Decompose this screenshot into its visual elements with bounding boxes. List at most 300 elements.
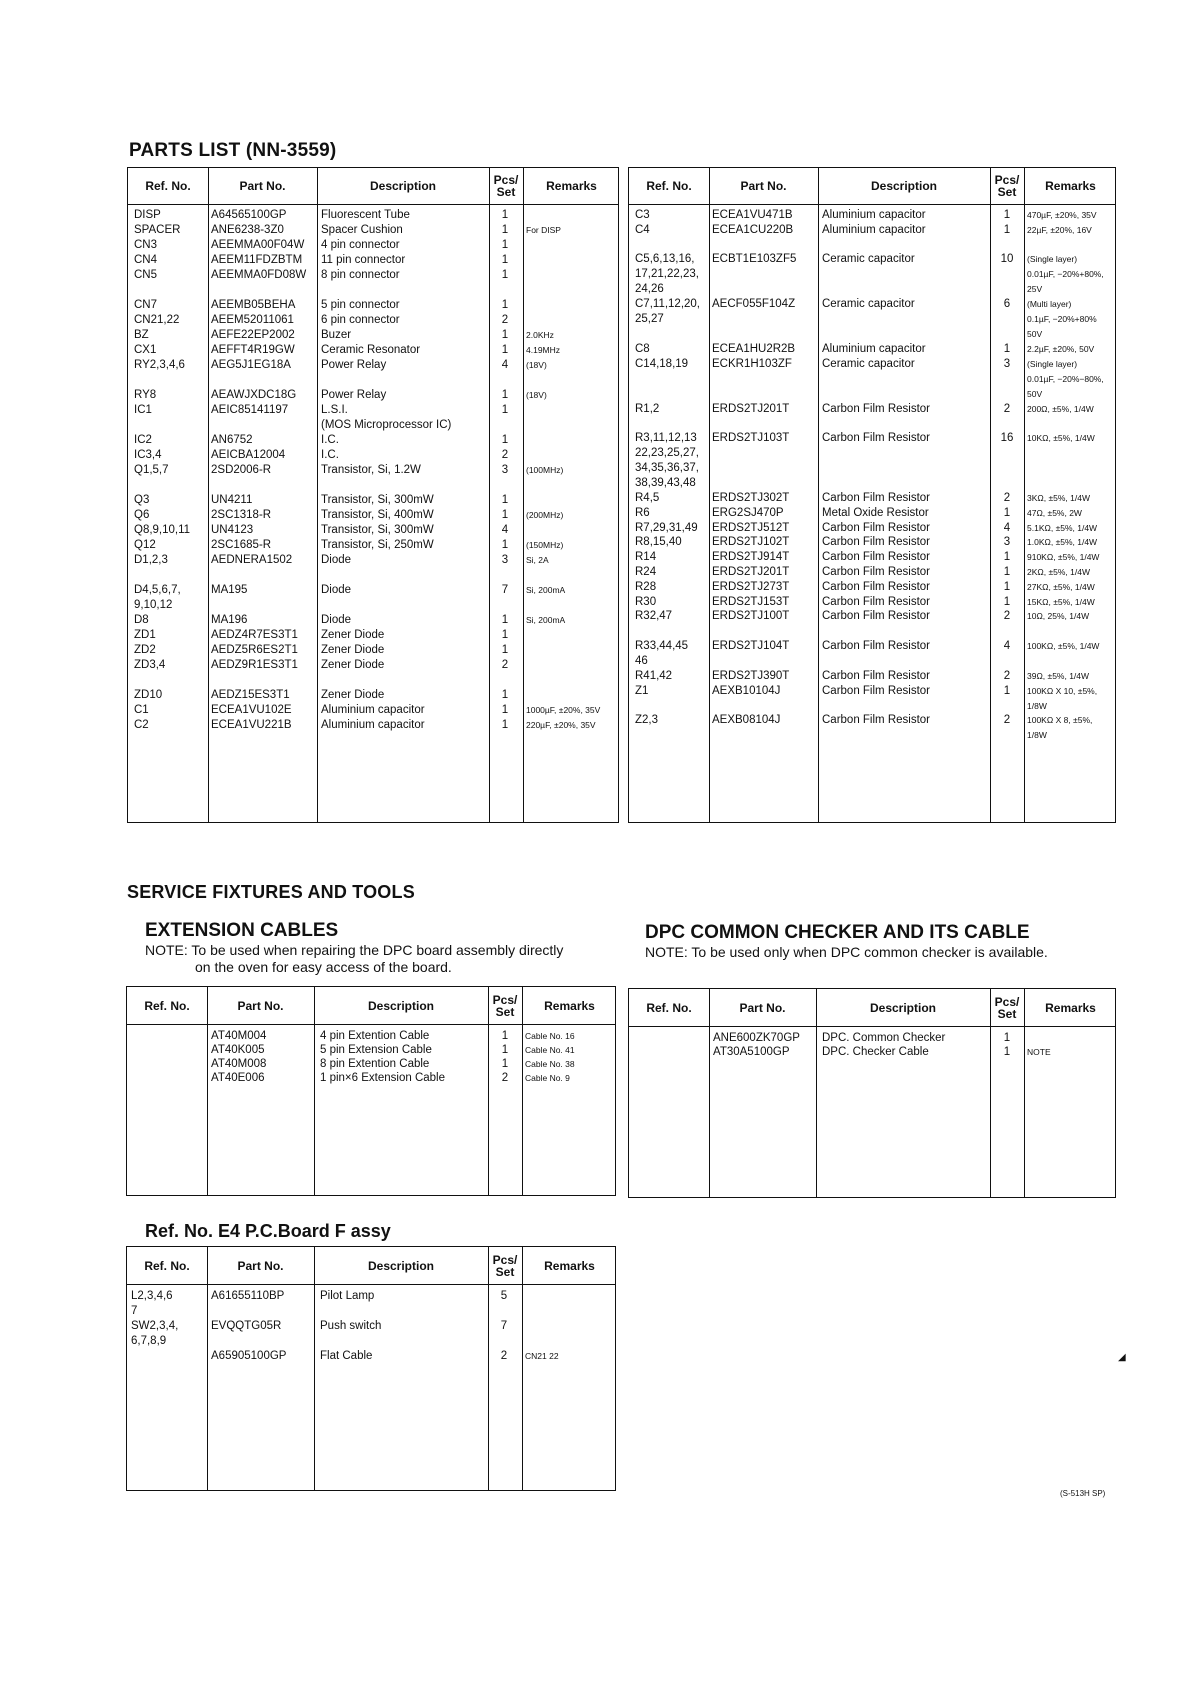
ref-cell: CX1 (134, 344, 157, 356)
part-no-cell: AEEMB05BEHA (211, 299, 296, 311)
remarks-cell: 10Ω, 25%, 1/4W (1027, 611, 1090, 622)
description-cell: Carbon Film Resistor (822, 639, 930, 652)
pcs-cell: 1 (501, 254, 509, 266)
part-no-cell: AT40E006 (211, 1072, 265, 1084)
ref-cell: C4 (635, 223, 650, 236)
remarks-cell: 100KΩ X 8, ±5%, 1/8W (1027, 715, 1093, 741)
pcs-cell: 1 (1003, 506, 1011, 519)
ref-cell: RY8 (134, 389, 157, 401)
pcs-cell: 1 (501, 299, 509, 311)
table-row (128, 418, 618, 433)
pcs-cell: 1 (501, 1030, 509, 1042)
part-no-cell: ERDS2TJ100T (712, 610, 790, 623)
description-cell: 8 pin connector (321, 269, 400, 281)
table-row (128, 523, 618, 538)
table-row (629, 1045, 1115, 1059)
description-cell: Power Relay (321, 359, 387, 371)
remarks-cell: CN21 22 (525, 1351, 559, 1361)
ref-cell: R1,2 (635, 402, 660, 415)
description-cell: Ceramic capacitor (822, 298, 915, 311)
part-no-cell: ECEA1VU102E (211, 704, 292, 716)
description-cell: Carbon Film Resistor (822, 491, 930, 504)
pcs-cell: 1 (501, 434, 509, 446)
pcs-cell: 2 (501, 1072, 509, 1084)
remarks-cell: 910KΩ, ±5%, 1/4W (1027, 552, 1100, 563)
table-row (127, 1319, 615, 1349)
extension-rows (127, 1029, 615, 1085)
part-no-cell: ECEA1HU2R2B (712, 342, 796, 355)
table-row (629, 565, 1115, 580)
remarks-cell: (100MHz) (526, 465, 564, 475)
pcs-cell: 1 (1003, 551, 1011, 564)
table-row (128, 583, 618, 598)
table-row (128, 718, 618, 733)
table-row (128, 403, 618, 418)
ref-cell: R30 (635, 595, 657, 608)
ref-cell: 9,10,12 (134, 599, 173, 611)
pcs-cell: 1 (501, 689, 509, 701)
table-row (128, 313, 618, 328)
table-row (629, 342, 1115, 357)
description-cell: Transistor, Si, 300mW (321, 494, 434, 506)
ref-cell: R6 (635, 506, 650, 519)
part-no-cell: ERDS2TJ104T (712, 639, 790, 652)
parts-table-left (127, 167, 619, 823)
description-cell: Carbon Film Resistor (822, 595, 930, 608)
ref-cell: SPACER (134, 224, 181, 236)
pcs-cell: 2 (1003, 669, 1011, 682)
table-row (128, 643, 618, 658)
table-row (128, 568, 618, 583)
ref-cell: D1,2,3 (134, 554, 168, 566)
remarks-cell: 220µF, ±20%, 35V (526, 720, 596, 730)
part-no-cell: ECKR1H103ZF (712, 357, 792, 370)
remarks-cell: Cable No. 41 (525, 1045, 575, 1055)
ref-cell: R24 (635, 565, 657, 578)
remarks-cell: (Single layer) 0.01µF, −20%−80%, 50V (1027, 358, 1104, 399)
table-row (629, 491, 1115, 506)
remarks-cell: (18V) (526, 390, 547, 400)
pcs-cell: 2 (501, 314, 509, 326)
ref-cell: Z2,3 (635, 714, 659, 727)
pcs-cell: 16 (1000, 432, 1014, 445)
dpc-checker-title: DPC COMMON CHECKER AND ITS CABLE (645, 922, 1030, 943)
part-no-cell: AEEMMA0FD08W (211, 269, 307, 281)
header-pcs-set: Pcs/ Set (493, 173, 519, 199)
part-no-cell: AEDZ5R6ES2T1 (211, 644, 298, 656)
pcs-cell: 2 (1003, 714, 1011, 727)
remarks-cell: Cable No. 38 (525, 1059, 575, 1069)
pcs-cell: 1 (501, 629, 509, 641)
dpc-rows (629, 1031, 1115, 1059)
pcs-cell: 1 (501, 539, 509, 551)
part-no-cell: A65905100GP (211, 1350, 287, 1362)
remarks-cell: (18V) (526, 360, 547, 370)
part-no-cell: 2SC1685-R (211, 539, 272, 551)
part-no-cell: AT40K005 (211, 1044, 265, 1056)
ref-cell: IC3,4 (134, 449, 162, 461)
part-no-cell: AEDNERA1502 (211, 554, 293, 566)
ref-cell: RY2,3,4,6 (134, 359, 185, 371)
pcs-cell: 1 (501, 329, 509, 341)
ref-cell: Q1,5,7 (134, 464, 169, 476)
table-row (128, 283, 618, 298)
ref-cell: Z1 (635, 684, 649, 697)
table-row (128, 478, 618, 493)
ref-cell: SW2,3,4, 6,7,8,9 (131, 1320, 179, 1347)
ref-cell: ZD10 (134, 689, 163, 701)
remarks-cell: 100KΩ, ±5%, 1/4W (1027, 640, 1100, 651)
table-row (128, 358, 618, 373)
ref-cell: Q12 (134, 539, 156, 551)
pcs-cell: 1 (1003, 1032, 1011, 1044)
remarks-cell: Si, 2A (526, 555, 549, 565)
ref-cell: CN4 (134, 254, 158, 266)
ref-cell: R32,47 (635, 610, 673, 623)
remarks-cell: 27KΩ, ±5%, 1/4W (1027, 581, 1095, 592)
description-cell: Carbon Film Resistor (822, 684, 930, 697)
header-description: Description (869, 1000, 936, 1015)
part-no-cell: UN4211 (211, 494, 253, 506)
pcs-cell: 2 (1003, 402, 1011, 415)
table-row (629, 506, 1115, 521)
table-row (128, 238, 618, 253)
pcs-cell: 1 (501, 644, 509, 656)
part-no-cell: ERDS2TJ390T (712, 669, 790, 682)
remarks-cell: (200MHz) (526, 510, 564, 520)
description-cell: Ceramic capacitor (822, 357, 915, 370)
description-cell: Zener Diode (321, 644, 385, 656)
description-cell: 5 pin connector (321, 299, 400, 311)
table-row (128, 553, 618, 568)
extension-cables-title: EXTENSION CABLES (145, 920, 339, 941)
pcs-cell: 1 (1003, 1046, 1011, 1058)
pcs-cell: 2 (500, 1350, 508, 1362)
table-row (128, 433, 618, 448)
remarks-cell: Cable No. 16 (525, 1031, 575, 1041)
parts-rows-right (629, 208, 1115, 743)
table-row (629, 669, 1115, 684)
part-no-cell: EVQQTG05R (211, 1320, 282, 1332)
table-row (629, 580, 1115, 595)
description-cell: I.C. (321, 434, 339, 446)
pcs-cell: 2 (501, 449, 509, 461)
description-cell: Diode (321, 554, 352, 566)
pcs-cell: 4 (501, 524, 509, 536)
ref-cell: R41,42 (635, 669, 673, 682)
remarks-cell: 2.0KHz (526, 330, 554, 340)
table-row (128, 388, 618, 403)
ref-cell: R7,29,31,49 (635, 521, 698, 534)
description-cell: Aluminium capacitor (321, 719, 425, 731)
table-row (128, 703, 618, 718)
description-cell: 1 pin×6 Extension Cable (320, 1072, 445, 1084)
pcs-cell: 1 (501, 494, 509, 506)
pcs-cell: 1 (1003, 565, 1011, 578)
e4-board-table (126, 1246, 616, 1491)
description-cell: Carbon Film Resistor (822, 610, 930, 623)
pcs-cell: 2 (1003, 610, 1011, 623)
part-no-cell: AEXB08104J (712, 714, 781, 727)
table-row (629, 223, 1115, 238)
description-cell: Carbon Film Resistor (822, 551, 930, 564)
table-row (128, 493, 618, 508)
pcs-cell: 6 (1003, 298, 1011, 311)
description-cell: Carbon Film Resistor (822, 580, 930, 593)
ref-cell: R4,5 (635, 491, 660, 504)
description-cell: 5 pin Extension Cable (320, 1044, 432, 1056)
remarks-cell: 1.0KΩ, ±5%, 1/4W (1027, 537, 1098, 548)
description-cell: (MOS Microprocessor IC) (321, 419, 452, 431)
part-no-cell: A64565100GP (211, 209, 287, 221)
ref-cell: IC2 (134, 434, 152, 446)
description-cell: DPC. Common Checker (822, 1032, 946, 1044)
part-no-cell: AEXB10104J (712, 684, 781, 697)
part-no-cell: AT40M004 (211, 1030, 267, 1042)
table-row (128, 208, 618, 223)
header-remarks: Remarks (546, 179, 597, 193)
description-cell: 11 pin connector (321, 254, 406, 266)
header-remarks: Remarks (544, 1258, 595, 1273)
description-cell: Aluminium capacitor (321, 704, 425, 716)
pcs-cell: 2 (1003, 491, 1011, 504)
part-no-cell: AT30A5100GP (713, 1046, 790, 1058)
header-part-no: Part No. (239, 179, 286, 193)
extension-cables-note (145, 942, 635, 976)
ref-cell: IC1 (134, 404, 152, 416)
pcs-cell: 1 (1003, 209, 1011, 221)
description-cell: Push switch (320, 1320, 382, 1332)
ref-cell: Q6 (134, 509, 150, 521)
pcs-cell: 3 (1003, 536, 1011, 549)
description-cell: Aluminium capacitor (822, 209, 926, 221)
table-row (128, 328, 618, 343)
table-row (629, 535, 1115, 550)
remarks-cell: 5.1KΩ, ±5%, 1/4W (1027, 522, 1098, 533)
table-row (629, 431, 1115, 491)
part-no-cell: ERDS2TJ273T (712, 580, 790, 593)
table-row (629, 624, 1115, 639)
ref-cell: C5,6,13,16, 17,21,22,23, 24,26 (635, 253, 699, 296)
table-row (127, 1349, 615, 1365)
remarks-cell: 2KΩ, ±5%, 1/4W (1027, 566, 1090, 577)
part-no-cell: AT40M008 (211, 1058, 267, 1070)
table-row (128, 613, 618, 628)
ref-cell: ZD3,4 (134, 659, 166, 671)
part-no-cell: ECEA1VU221B (211, 719, 292, 731)
description-cell: Transistor, Si, 300mW (321, 524, 434, 536)
table-row (128, 253, 618, 268)
description-cell: Carbon Film Resistor (822, 714, 930, 727)
table-row (629, 1031, 1115, 1045)
remarks-cell: 22µF, ±20%, 16V (1027, 224, 1092, 235)
part-no-cell: AN6752 (211, 434, 253, 446)
pcs-cell: 1 (1003, 342, 1011, 355)
description-cell: Carbon Film Resistor (822, 402, 930, 415)
ref-cell: C14,18,19 (635, 357, 689, 370)
dpc-checker-table (628, 988, 1116, 1198)
header-remarks: Remarks (1045, 1000, 1096, 1015)
table-row (128, 508, 618, 523)
header-part-no: Part No. (739, 1000, 786, 1015)
header-ref-no: Ref. No. (646, 1000, 692, 1015)
description-cell: Diode (321, 584, 352, 596)
table-row (629, 297, 1115, 342)
pcs-cell: 3 (1003, 357, 1011, 370)
description-cell: Zener Diode (321, 659, 385, 671)
ref-cell: ZD1 (134, 629, 156, 641)
table-row (128, 463, 618, 478)
pcs-cell: 10 (1000, 253, 1014, 266)
table-row (128, 343, 618, 358)
part-no-cell: ERDS2TJ201T (712, 402, 790, 415)
part-no-cell: AEDZ15ES3T1 (211, 689, 290, 701)
part-no-cell: AEIC85141197 (211, 404, 289, 416)
part-no-cell: AEICBA12004 (211, 449, 286, 461)
pcs-cell: 5 (500, 1290, 508, 1302)
ref-cell: CN21,22 (134, 314, 180, 326)
table-row (128, 448, 618, 463)
remarks-cell: For DISP (526, 225, 561, 235)
pcs-cell: 1 (1003, 595, 1011, 608)
pcs-cell: 1 (501, 614, 509, 626)
part-no-cell: AECF055F104Z (712, 298, 796, 311)
pcs-cell: 1 (501, 239, 509, 251)
description-cell: Spacer Cushion (321, 224, 403, 236)
header-pcs-set: Pcs/ Set (994, 994, 1020, 1021)
pcs-cell: 1 (501, 404, 509, 416)
e4-rows (127, 1289, 615, 1365)
description-cell: L.S.I. (321, 404, 348, 416)
part-no-cell: 2SC1318-R (211, 509, 272, 521)
ref-cell: R14 (635, 551, 657, 564)
table-row (629, 416, 1115, 431)
pcs-cell: 4 (1003, 521, 1011, 534)
remarks-cell: 200Ω, ±5%, 1/4W (1027, 403, 1094, 414)
ref-cell: DISP (134, 209, 161, 221)
ref-cell: R3,11,12,13 22,23,25,27, 34,35,36,37, 38,39,43,48 (635, 432, 699, 490)
description-cell: Fluorescent Tube (321, 209, 410, 221)
header-remarks: Remarks (1045, 179, 1096, 193)
header-pcs-set: Pcs/ Set (492, 1252, 518, 1279)
ref-cell: L2,3,4,6 7 (131, 1290, 173, 1317)
description-cell: 8 pin Extention Cable (320, 1058, 430, 1070)
remarks-cell: Si, 200mA (526, 585, 566, 595)
table-row (127, 1057, 615, 1071)
header-ref-no: Ref. No. (145, 179, 191, 193)
remarks-cell: (Multi layer) 0.1µF, −20%+80% 50V (1027, 299, 1097, 340)
remarks-cell: 3KΩ, ±5%, 1/4W (1027, 492, 1090, 503)
ref-cell: CN3 (134, 239, 158, 251)
table-row (629, 713, 1115, 743)
header-remarks: Remarks (544, 998, 595, 1013)
table-row (629, 684, 1115, 714)
extension-note-line1: NOTE: To be used when repairing the DPC board assembly directly (145, 942, 564, 958)
header-ref-no: Ref. No. (144, 998, 190, 1013)
remarks-cell: 4.19MHz (526, 345, 561, 355)
table-row (127, 1043, 615, 1057)
ref-cell: Q3 (134, 494, 150, 506)
table-row (127, 1071, 615, 1085)
remarks-cell: (Single layer) 0.01µF, −20%+80%, 25V (1027, 254, 1104, 295)
part-no-cell: ERG2SJ470P (712, 506, 784, 519)
pcs-cell: 7 (501, 584, 509, 596)
table-row (128, 268, 618, 283)
part-no-cell: AEEMMA00F04W (211, 239, 305, 251)
description-cell: 4 pin connector (321, 239, 400, 251)
ref-cell: D8 (134, 614, 149, 626)
part-no-cell: AEDZ9R1ES3T1 (211, 659, 298, 671)
table-row (127, 1289, 615, 1319)
part-no-cell: A61655110BP (211, 1290, 285, 1302)
part-no-cell: ANE6238-3Z0 (211, 224, 284, 236)
description-cell: Transistor, Si, 1.2W (321, 464, 421, 476)
remarks-cell: Si, 200mA (526, 615, 566, 625)
header-part-no: Part No. (237, 998, 284, 1013)
pcs-cell: 1 (1003, 684, 1011, 697)
pcs-cell: 1 (1003, 223, 1011, 236)
ref-cell: C3 (635, 209, 650, 221)
ref-cell: C8 (635, 342, 650, 355)
description-cell: Carbon Film Resistor (822, 432, 930, 445)
pcs-cell: 3 (501, 554, 509, 566)
description-cell: Buzer (321, 329, 352, 341)
ref-cell: ZD2 (134, 644, 156, 656)
table-row (629, 402, 1115, 417)
remarks-cell: 2.2µF, ±20%, 50V (1027, 343, 1095, 354)
remarks-cell: NOTE (1027, 1047, 1051, 1057)
remarks-cell: Cable No. 9 (525, 1073, 570, 1083)
pcs-cell: 1 (501, 344, 509, 356)
header-description: Description (367, 1258, 434, 1273)
ref-cell: R8,15,40 (635, 536, 682, 549)
footer-code: (S-513H SP) (1060, 1489, 1106, 1498)
part-no-cell: AEDZ4R7ES3T1 (211, 629, 298, 641)
table-row (128, 538, 618, 553)
part-no-cell: MA195 (211, 584, 248, 596)
pcs-cell: 4 (501, 359, 509, 371)
parts-rows-left (128, 208, 618, 733)
description-cell: Diode (321, 614, 352, 626)
extension-note-line2: on the oven for easy access of the board. (195, 959, 452, 975)
header-ref-no: Ref. No. (144, 1258, 190, 1273)
pcs-cell: 1 (501, 704, 509, 716)
corner-mark-icon: ◢ (1118, 1352, 1126, 1363)
pcs-cell: 7 (500, 1320, 508, 1332)
header-description: Description (367, 998, 434, 1013)
table-row (128, 673, 618, 688)
pcs-cell: 1 (501, 389, 509, 401)
ref-cell: BZ (134, 329, 149, 341)
part-no-cell: ERDS2TJ302T (712, 491, 790, 504)
table-row (629, 252, 1115, 297)
pcs-cell: 1 (501, 1058, 509, 1070)
description-cell: Carbon Film Resistor (822, 669, 930, 682)
ref-cell: R33,44,45 46 (635, 639, 689, 667)
remarks-cell: 100KΩ X 10, ±5%, 1/8W (1027, 685, 1098, 711)
pcs-cell: 1 (501, 719, 509, 731)
description-cell: Carbon Film Resistor (822, 521, 930, 534)
description-cell: Zener Diode (321, 629, 385, 641)
e4-board-title: Ref. No. E4 P.C.Board F assy (145, 1221, 391, 1241)
header-description: Description (870, 179, 937, 193)
ref-cell: C1 (134, 704, 149, 716)
table-row (629, 595, 1115, 610)
description-cell: Aluminium capacitor (822, 342, 926, 355)
description-cell: Zener Diode (321, 689, 385, 701)
part-no-cell: AEEM11FDZBTM (211, 254, 303, 266)
pcs-cell: 1 (501, 1044, 509, 1056)
